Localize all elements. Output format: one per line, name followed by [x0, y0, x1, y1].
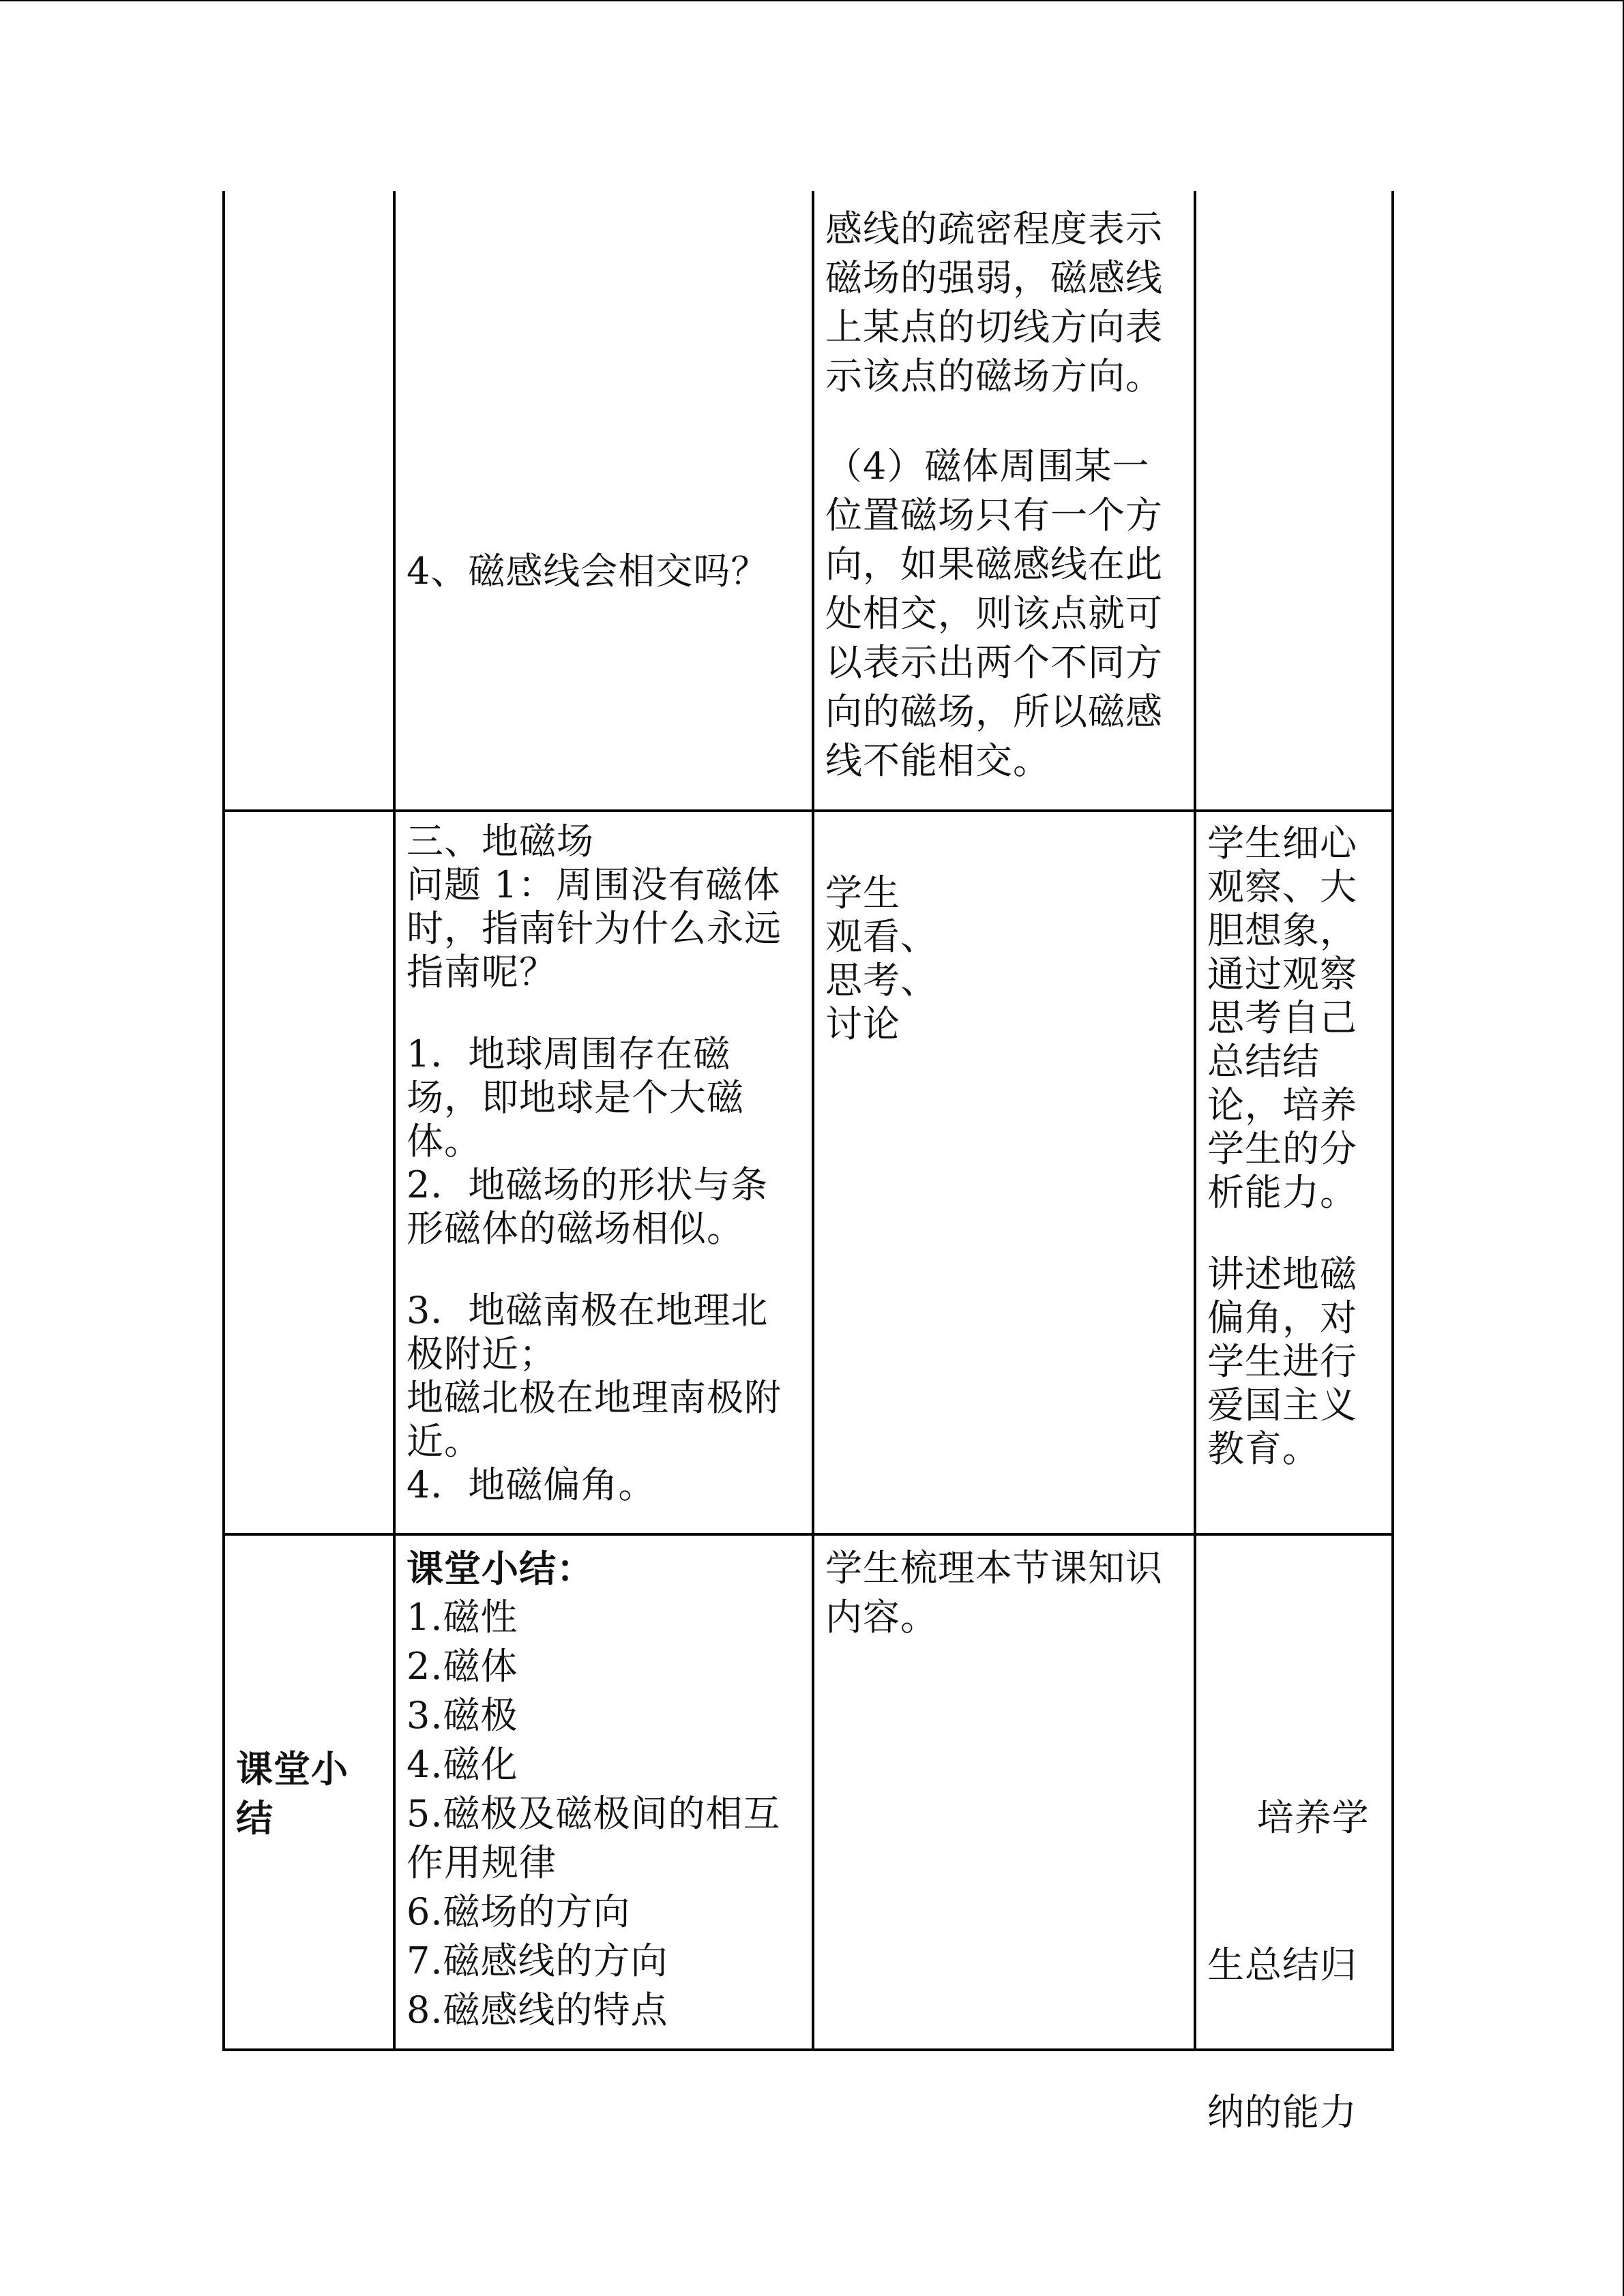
- table-border-left: [222, 191, 225, 2051]
- text-line: 生总结归: [1207, 1943, 1357, 1986]
- text-line: 爱国主义: [1207, 1384, 1357, 1427]
- text-line: （4）磁体周围某一: [825, 445, 1150, 488]
- text-line: 近。: [407, 1420, 482, 1463]
- text-line: 3．地磁南极在地理北: [407, 1289, 769, 1332]
- text-line: 时，指南针为什么永远: [407, 907, 782, 950]
- list-item: 8.磁感线的特点: [407, 1988, 668, 2031]
- row1-question: 4、磁感线会相交吗？: [407, 550, 769, 593]
- text-line: 内容。: [825, 1596, 938, 1639]
- list-item: 1.磁性: [407, 1596, 518, 1639]
- text-line: 思考、: [825, 959, 938, 1002]
- text-line: 场，即地球是个大磁: [407, 1076, 744, 1119]
- summary-title: 课堂小结：: [407, 1547, 594, 1590]
- column-divider-2: [812, 191, 814, 2051]
- row2-content-cell: [407, 820, 782, 1507]
- text-line: 学生梳理本节课知识: [825, 1547, 1163, 1590]
- text-line: 1．地球周围存在磁: [407, 1032, 731, 1075]
- text-line: 2．地磁场的形状与条: [407, 1163, 769, 1206]
- list-item: 6.磁场的方向: [407, 1890, 631, 1933]
- text-line: 上某点的切线方向表: [825, 305, 1163, 348]
- text-line: 观察、大: [1207, 865, 1357, 908]
- row3-activity-cell: [825, 1544, 1163, 1642]
- text-line: 析能力。: [1207, 1171, 1357, 1214]
- text-line: 学生细心: [1207, 822, 1357, 865]
- text-line: 以表示出两个不同方: [825, 641, 1163, 684]
- text-line: 处相交，则该点就可: [825, 592, 1163, 635]
- text-line: 总结结: [1207, 1040, 1320, 1083]
- text-line: 磁场的强弱，磁感线: [825, 256, 1163, 299]
- column-divider-1: [393, 191, 396, 2051]
- stage-label: 课堂小: [236, 1747, 349, 1791]
- text-line: 4．地磁偏角。: [407, 1463, 656, 1506]
- list-item: 5.磁极及磁极间的相互: [407, 1792, 781, 1835]
- row-divider-1: [222, 809, 1394, 812]
- text-line: 感线的疏密程度表示: [825, 207, 1163, 250]
- text-line: 偏角，对: [1207, 1296, 1357, 1339]
- text-line: 示该点的磁场方向。: [825, 355, 1163, 398]
- text-line: 培养学: [1207, 1796, 1370, 1839]
- text-line: 问题 1：周围没有磁体: [407, 863, 781, 906]
- row2-activity-cell: [825, 871, 938, 1046]
- text-line: 位置磁场只有一个方: [825, 494, 1163, 537]
- row1-question-cell: [407, 547, 768, 596]
- row3-intent-cell: [1207, 1695, 1370, 2235]
- lesson-plan-table: [222, 191, 1394, 2134]
- table-border-right: [1391, 191, 1394, 2051]
- list-item: 2.磁体: [407, 1645, 518, 1688]
- list-item: 作用规律: [407, 1841, 557, 1884]
- text-line: 通过观察: [1207, 953, 1357, 996]
- text-line: 体。: [407, 1120, 482, 1163]
- text-line: 学生: [825, 871, 900, 914]
- text-line: 极附近；: [407, 1332, 557, 1375]
- page-border-top: [0, 0, 1624, 1]
- text-line: 线不能相交。: [825, 739, 1050, 782]
- text-line: 向的磁场，所以磁感: [825, 690, 1163, 733]
- column-divider-3: [1194, 191, 1196, 2051]
- text-line: 纳的能力: [1207, 2091, 1357, 2134]
- section-heading: 三、地磁场: [407, 820, 594, 863]
- text-line: 学生进行: [1207, 1340, 1357, 1383]
- text-line: 观看、: [825, 915, 938, 958]
- row3-stage-cell: [236, 1744, 349, 1843]
- text-line: 讲述地磁: [1207, 1253, 1357, 1296]
- text-line: 地磁北极在地理南极附: [407, 1376, 782, 1419]
- text-line: 思考自己: [1207, 996, 1357, 1039]
- row1-activity-cell: [825, 205, 1163, 786]
- row-divider-2: [222, 1533, 1394, 1536]
- text-line: 学生的分: [1207, 1127, 1357, 1170]
- row3-content-cell: [407, 1544, 781, 2035]
- text-line: 胆想象，: [1207, 909, 1357, 952]
- text-line: 向，如果磁感线在此: [825, 543, 1163, 586]
- list-item: 7.磁感线的方向: [407, 1939, 668, 1982]
- text-line: 论，培养: [1207, 1084, 1357, 1127]
- text-line: 讨论: [825, 1002, 900, 1045]
- text-line: 指南呢？: [407, 951, 557, 994]
- text-line: 教育。: [1207, 1427, 1320, 1470]
- list-item: 3.磁极: [407, 1694, 518, 1737]
- row2-intent-cell: [1207, 822, 1357, 1471]
- text-line: 形磁体的磁场相似。: [407, 1207, 744, 1250]
- list-item: 4.磁化: [407, 1743, 518, 1786]
- stage-label: 结: [236, 1796, 274, 1840]
